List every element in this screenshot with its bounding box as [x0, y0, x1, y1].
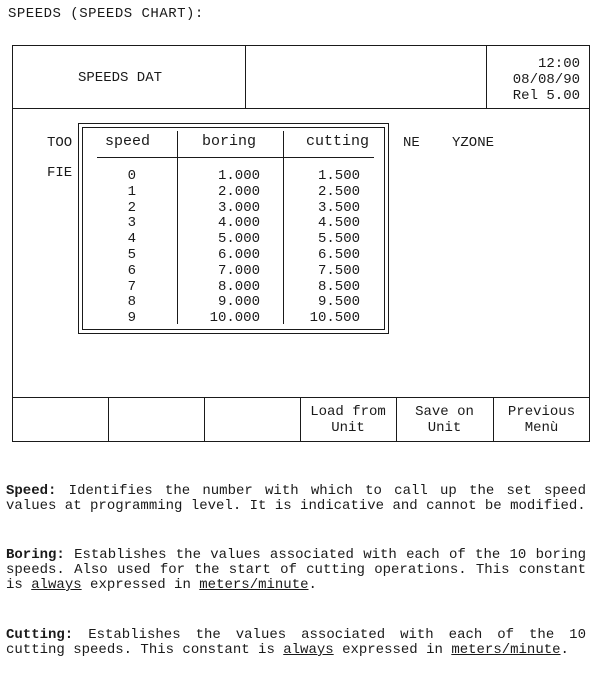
previous-menu-label-2: Menù: [524, 419, 559, 436]
boring-cell: 7.000: [217, 262, 260, 279]
boring-cell: 6.000: [217, 247, 260, 263]
page-heading: SPEEDS (SPEEDS CHART):: [8, 6, 204, 22]
speed-cell: 9: [127, 310, 136, 327]
cutting-cell: 5.500: [317, 231, 360, 248]
column-header-speed: speed: [105, 133, 151, 150]
cutting-cell: 10.500: [309, 310, 360, 327]
function-key-2[interactable]: [108, 397, 204, 442]
speed-cell: 5: [127, 247, 136, 263]
speed-cell: 3: [127, 215, 136, 232]
boring-cell: 9.000: [217, 294, 260, 311]
cutting-cell: 6.500: [317, 247, 360, 263]
boring-cell: 10.000: [209, 310, 260, 327]
boring-description: Boring: Establishes the values associated with each of the 10 boring speeds. Also used for the start of cutting operations. This constant is always expressed in meters/minute.: [6, 547, 586, 593]
cutting-cell: 9.500: [317, 294, 360, 311]
cutting-cell: 1.500: [317, 168, 360, 184]
table-header-underline: [97, 157, 374, 158]
speed-term: Speed:: [6, 483, 57, 499]
previous-menu-label-1: Previous: [507, 403, 576, 420]
clock-time: 12:00: [537, 56, 580, 72]
field-label-too: TOO: [47, 135, 73, 151]
speed-cell: 8: [127, 294, 136, 311]
speed-cell: 2: [127, 199, 136, 216]
header-separator-2: [486, 45, 487, 108]
speed-description: Speed: Identifies the number with which to call up the set speed values at programming level. It is indicative and cannot be modified.: [6, 483, 586, 514]
table-column-divider-1: [177, 131, 178, 324]
boring-cell: 8.000: [217, 278, 260, 295]
function-key-3[interactable]: [204, 397, 300, 442]
field-label-fie: FIE: [47, 165, 73, 181]
boring-cell: 4.000: [217, 215, 260, 232]
cutting-term: Cutting:: [6, 627, 74, 643]
save-on-unit-label-1: Save on: [415, 403, 474, 420]
load-from-unit-button[interactable]: [300, 397, 396, 442]
cutting-cell: 2.500: [317, 183, 360, 200]
save-on-unit-button[interactable]: [396, 397, 493, 442]
column-header-boring: boring: [202, 133, 257, 150]
load-from-unit-label-1: Load from: [310, 403, 386, 420]
speed-cell: 7: [127, 278, 136, 295]
column-header-cutting: cutting: [306, 133, 370, 150]
boring-cell: 1.000: [217, 168, 260, 184]
speed-cell: 4: [127, 231, 136, 248]
cutting-cell: 4.500: [317, 215, 360, 232]
header-divider: [12, 108, 590, 109]
boring-cell: 3.000: [217, 199, 260, 216]
field-label-ne: NE: [403, 135, 420, 151]
header-separator-1: [245, 45, 246, 108]
speed-cell: 0: [127, 168, 136, 184]
table-column-divider-2: [283, 131, 284, 324]
cutting-cell: 3.500: [317, 199, 360, 216]
cutting-cell: 8.500: [317, 278, 360, 295]
field-label-yzone: YZONE: [452, 135, 495, 151]
screen-title: SPEEDS DAT: [78, 70, 163, 86]
load-from-unit-label-2: Unit: [331, 419, 365, 436]
cutting-description: Cutting: Establishes the values associated with each of the 10 cutting speeds. This constant is always expressed in meters/minute.: [6, 627, 586, 658]
clock-date: 08/08/90: [512, 72, 580, 88]
previous-menu-button[interactable]: [493, 397, 590, 442]
save-on-unit-label-2: Unit: [427, 419, 462, 436]
boring-term: Boring:: [6, 547, 65, 563]
cutting-cell: 7.500: [317, 262, 360, 279]
speed-cell: 1: [127, 183, 136, 200]
boring-cell: 5.000: [217, 231, 260, 248]
function-key-1[interactable]: [12, 397, 108, 442]
clock-panel: [513, 56, 580, 104]
boring-cell: 2.000: [217, 183, 260, 200]
speed-cell: 6: [127, 262, 136, 279]
release-version: Rel 5.00: [512, 88, 580, 104]
